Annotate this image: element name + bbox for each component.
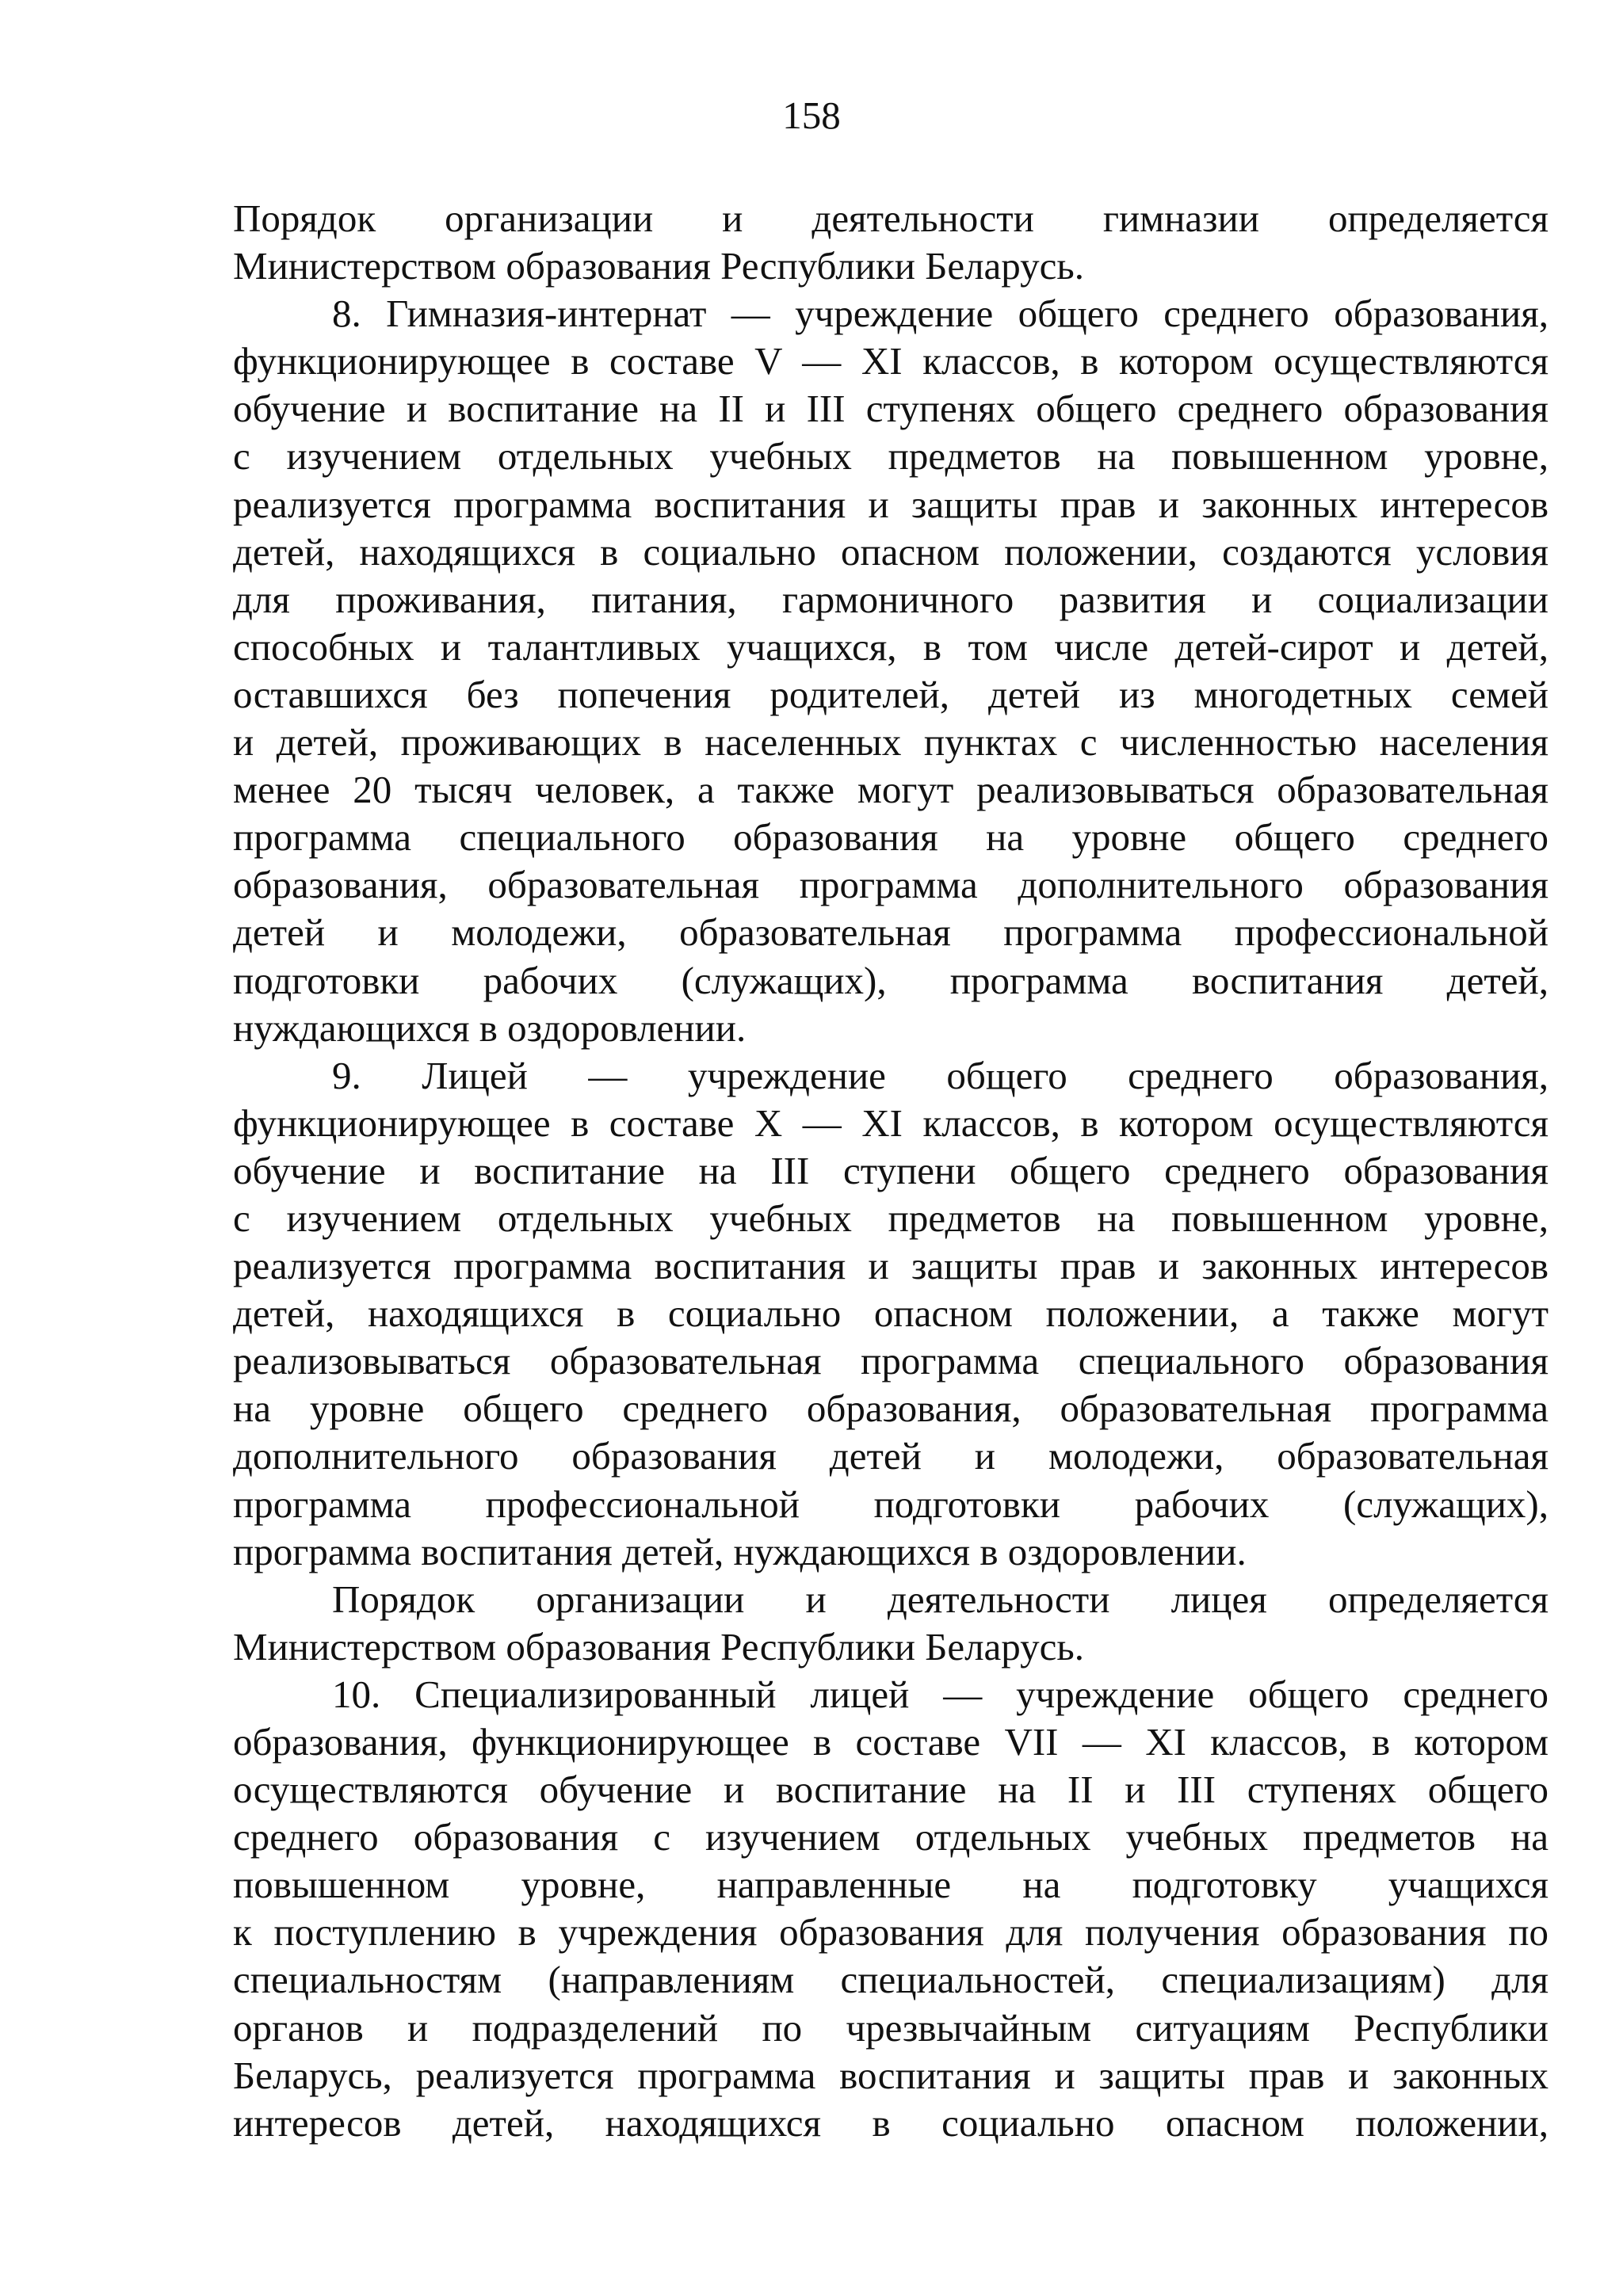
text-line: оставшихся без попечения родителей, детей из многодетных семей: [233, 672, 1549, 716]
text-line: детей, находящихся в социально опасном положении, а также могут: [233, 1291, 1549, 1336]
paragraph-item-9: [233, 1052, 1549, 1576]
text-line: образования, функционирующее в составе VII — XI классов, в котором: [233, 1720, 1549, 1764]
text-line: повышенном уровне, направленные на подготовку учащихся: [233, 1863, 1549, 1907]
text-line: программа специального образования на уровне общего среднего: [233, 815, 1549, 860]
text-line: 8. Гимназия-интернат — учреждение общего среднего образования,: [332, 292, 1549, 336]
text-line: 9. Лицей — учреждение общего среднего образования,: [332, 1053, 1549, 1097]
text-line: подготовки рабочих (служащих), программа воспитания детей,: [233, 958, 1549, 1002]
page-number: 158: [782, 93, 841, 137]
text-line: дополнительного образования детей и молодежи, образовательная: [233, 1434, 1549, 1478]
text-line: реализуется программа воспитания и защиты прав и законных интересов: [233, 1244, 1549, 1288]
text-line: Министерством образования Республики Беларусь.: [233, 1624, 1085, 1669]
paragraph-lyceum-order: [233, 1576, 1549, 1671]
paragraph-item-8: [233, 290, 1549, 1052]
text-line: и детей, проживающих в населенных пунктах с численностью населения: [233, 720, 1549, 765]
text-line: программа воспитания детей, нуждающихся в оздоровлении.: [233, 1529, 1247, 1573]
text-line: с изучением отдельных учебных предметов на повышенном уровне,: [233, 1196, 1549, 1240]
text-line: Порядок организации и деятельности гимназии определяется: [233, 196, 1549, 240]
text-line: реализуется программа воспитания и защиты прав и законных интересов: [233, 482, 1549, 526]
text-line: с изучением отдельных учебных предметов на повышенном уровне,: [233, 434, 1549, 479]
text-line: детей, находящихся в социально опасном положении, создаются условия: [233, 529, 1549, 574]
text-line: органов и подразделений по чрезвычайным ситуациям Республики: [233, 2005, 1549, 2050]
text-line: для проживания, питания, гармоничного развития и социализации: [233, 577, 1549, 621]
text-line: менее 20 тысяч человек, а также могут реализовываться образовательная: [233, 768, 1549, 812]
text-line: среднего образования с изучением отдельных учебных предметов на: [233, 1815, 1549, 1859]
text-line: обучение и воспитание на II и III ступенях общего среднего образования: [233, 387, 1549, 431]
text-line: 10. Специализированный лицей — учреждение общего среднего: [332, 1672, 1549, 1716]
text-line: осуществляются обучение и воспитание на II и III ступенях общего: [233, 1768, 1549, 1812]
text-line: интересов детей, находящихся в социально опасном положении,: [233, 2100, 1549, 2145]
text-line: Министерством образования Республики Беларусь.: [233, 244, 1085, 288]
paragraph-gymnasium-order: [233, 195, 1549, 290]
text-line: к поступлению в учреждения образования для получения образования по: [233, 1910, 1549, 1955]
text-line: Беларусь, реализуется программа воспитания и защиты прав и законных: [233, 2053, 1549, 2097]
text-line: специальностям (направлениям специальностей, специализациям) для: [233, 1958, 1549, 2002]
text-line: на уровне общего среднего образования, образовательная программа: [233, 1386, 1549, 1431]
text-line: способных и талантливых учащихся, в том числе детей-сирот и детей,: [233, 624, 1549, 669]
text-line: Порядок организации и деятельности лицея определяется: [332, 1577, 1549, 1621]
text-line: нуждающихся в оздоровлении.: [233, 1005, 747, 1050]
document-body: [233, 195, 1549, 2147]
text-line: функционирующее в составе X — XI классов, в котором осуществляются: [233, 1100, 1549, 1145]
text-line: функционирующее в составе V — XI классов, в котором осуществляются: [233, 339, 1549, 383]
text-line: детей и молодежи, образовательная программа профессиональной: [233, 910, 1549, 955]
paragraph-item-10: [233, 1671, 1549, 2147]
text-line: программа профессиональной подготовки рабочих (служащих),: [233, 1482, 1549, 1526]
text-line: обучение и воспитание на III ступени общего среднего образования: [233, 1148, 1549, 1192]
text-line: реализовываться образовательная программа специального образования: [233, 1339, 1549, 1383]
text-line: образования, образовательная программа дополнительного образования: [233, 863, 1549, 907]
